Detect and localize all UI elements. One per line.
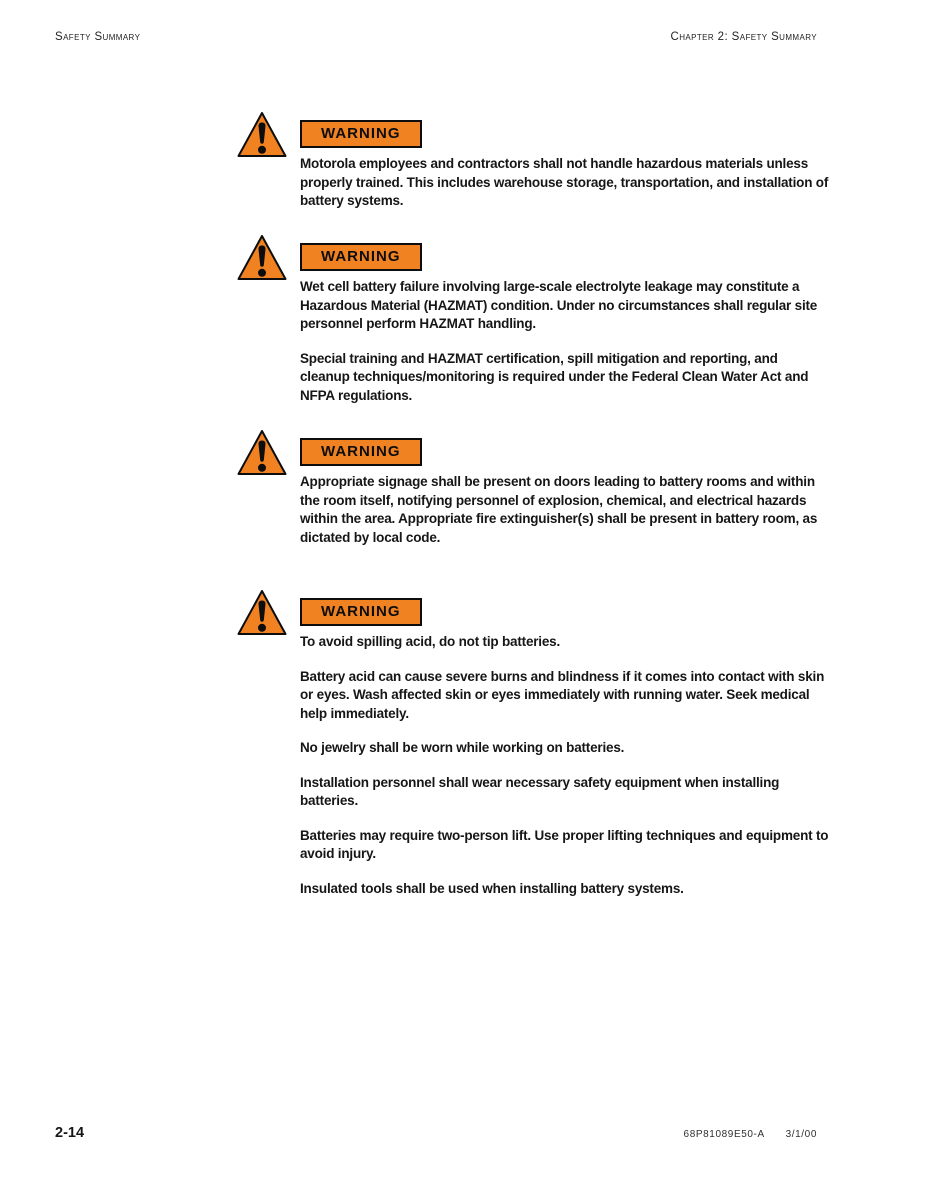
warning-paragraph: Batteries may require two-person lift. Use proper lifting techniques and equipment to avoid injury. (300, 827, 829, 861)
warning-banner-label: WARNING (321, 603, 401, 620)
warning-triangle-icon (236, 110, 288, 160)
warning-triangle-icon (236, 588, 288, 638)
warning-body (300, 633, 830, 898)
warning-banner-label: WARNING (321, 443, 401, 460)
warning-paragraph: Installation personnel shall wear necessary safety equipment when installing batteries. (300, 774, 780, 808)
footer-page-number: 2-14 (55, 1125, 85, 1141)
header-right-title: Chapter 2: Safety Summary (670, 31, 817, 43)
warning-paragraph: To avoid spilling acid, do not tip batteries. (300, 634, 561, 649)
warning-section (300, 233, 830, 421)
warning-banner (300, 243, 422, 271)
warning-paragraph: Appropriate signage shall be present on doors leading to battery rooms and within the room itself, notifying personnel of explosion, chemical, and electrical hazards within the area. Appropriate fire extinguisher(s) shall be present in battery room, as dictated by local code. (300, 474, 818, 545)
warning-paragraph: Motorola employees and contractors shall not handle hazardous materials unless properly trained. This includes warehouse storage, transportation, and installation of battery systems. (300, 156, 829, 208)
warning-triangle-icon (236, 428, 288, 478)
footer-doc-info (684, 1129, 817, 1140)
warning-paragraph: No jewelry shall be worn while working on batteries. (300, 740, 625, 755)
warning-paragraph: Insulated tools shall be used when installing battery systems. (300, 880, 684, 896)
warning-banner (300, 120, 422, 148)
warning-body (300, 278, 830, 405)
warning-section (300, 428, 830, 563)
warning-paragraph: Wet cell battery failure involving large-scale electrolyte leakage may constitute a Hazardous Material (HAZMAT) condition. Under no circumstances shall regular site personnel perform HAZMAT handling. (300, 279, 818, 331)
warning-banner (300, 438, 422, 466)
warning-banner (300, 598, 422, 626)
warning-body (300, 155, 830, 211)
running-header (55, 31, 817, 43)
warning-triangle-icon (236, 233, 288, 283)
warning-section (300, 110, 830, 227)
warning-paragraph: Special training and HAZMAT certification, spill mitigation and reporting, and cleanup techniques/monitoring is required under the Federal Clean Water Act and NFPA regulations. (300, 350, 809, 403)
warning-section (300, 588, 830, 914)
warning-body (300, 473, 830, 547)
warning-banner-label: WARNING (321, 248, 401, 265)
header-left-title: Safety Summary (55, 31, 141, 43)
footer-doc-number: 68P81089E50-A (683, 1129, 765, 1140)
warning-paragraph: Battery acid can cause severe burns and blindness if it comes into contact with skin or eyes. Wash affected skin or eyes immediately with running water. Seek medical help immediately. (300, 668, 825, 721)
warning-banner-label: WARNING (321, 125, 401, 142)
footer-doc-date: 3/1/00 (785, 1129, 817, 1140)
